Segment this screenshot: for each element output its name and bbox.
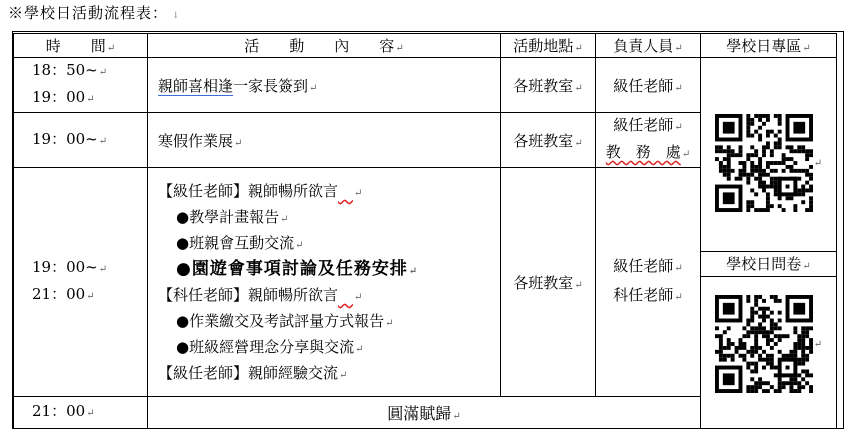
row3-time: 19：00~↵ 21：00↵ (14, 168, 148, 397)
row4-time: 21：00↵ (14, 397, 148, 429)
qr-block-2: ↵ (701, 277, 836, 411)
heading-text: ※學校日活動流程表： (8, 4, 169, 22)
row1-place: 各班教室↵ (501, 58, 596, 113)
row3-activity (148, 168, 501, 397)
row2-place: 各班教室↵ (501, 113, 596, 168)
qr-label-2: 學校日問卷↵ (701, 251, 836, 277)
header-activity: 活 動 內 容↵ (148, 34, 501, 58)
activity-line: 【科任老師】親師暢所欲言​ ↵ (158, 286, 363, 304)
header-person: 負責人員↵ (596, 34, 701, 58)
activity-line: 【級任老師】親師經驗交流↵ (158, 364, 348, 382)
header-place: 活動地點↵ (501, 34, 596, 58)
schedule-table (13, 33, 837, 429)
qr-code-icon (715, 295, 813, 393)
table-row (14, 58, 837, 113)
row1-time: 18：50~↵ 19：00↵ (14, 58, 148, 113)
header-qr: 學校日專區↵ (701, 34, 837, 58)
row2-time: 19：00~↵ (14, 113, 148, 168)
paragraph-mark: ↓ (172, 11, 181, 21)
qr-column (701, 58, 837, 429)
page-heading (8, 2, 181, 23)
header-time: 時 間↵ (14, 34, 148, 58)
row2-activity: 寒假作業展↵ (148, 113, 501, 168)
activity-line: ●園遊會事項討論及任務安排↵ (176, 259, 419, 279)
activity-line: ●教學計畫報告↵ (176, 208, 289, 226)
activity-line: ●班親會互動交流↵ (176, 234, 304, 252)
activity-line: ●作業繳交及考試評量方式報告↵ (176, 312, 394, 330)
row1-activity: 親師喜相逢一家長簽到↵ (148, 58, 501, 113)
activity-line: ●班級經營理念分享與交流↵ (176, 338, 364, 356)
row4-activity: 圓滿賦歸↵ (148, 397, 701, 429)
qr-code-icon (715, 114, 813, 212)
row3-place: 各班教室↵ (501, 168, 596, 397)
header-row (14, 34, 837, 58)
row2-person: 級任老師↵ 教 務 處↵ (596, 113, 701, 168)
row1-person: 級任老師↵ (596, 58, 701, 113)
qr-block-1: ↵ (701, 75, 836, 251)
row3-person: 級任老師↵ 科任老師↵ (596, 168, 701, 397)
activity-line: 【級任老師】親師暢所欲言​ ↵ (158, 182, 363, 200)
